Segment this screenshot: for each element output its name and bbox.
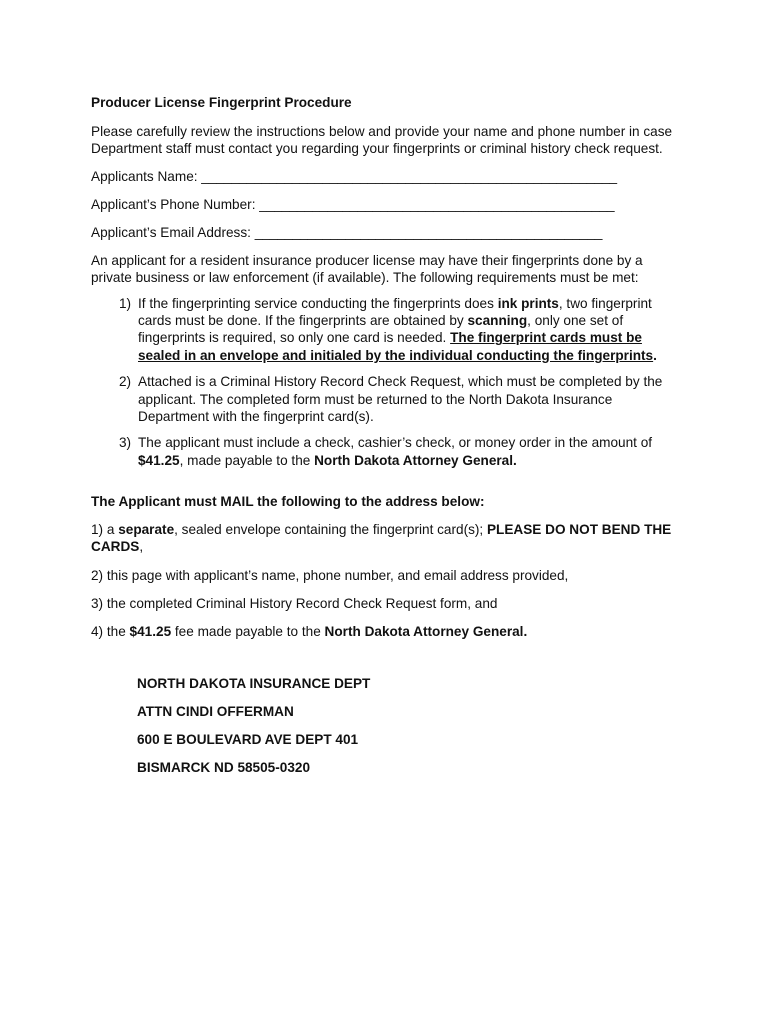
requirement-item <box>91 295 681 365</box>
mailing-address <box>137 675 681 776</box>
requirement-number: 2) <box>119 374 132 390</box>
address-line: 600 E BOULEVARD AVE DEPT 401 <box>137 731 359 747</box>
address-line: NORTH DAKOTA INSURANCE DEPT <box>137 675 371 691</box>
applicant-phone-field[interactable]: Applicant’s Phone Number: _______________________________________________ <box>91 196 615 212</box>
mail-item: 1) a separate, sealed envelope containing the fingerprint card(s); PLEASE DO NOT BEND THE CARDS, <box>91 521 672 555</box>
address-line: BISMARCK ND 58505-0320 <box>137 759 311 775</box>
requirement-number: 1) <box>119 295 132 311</box>
requirement-number: 3) <box>119 435 132 451</box>
requirement-text: The applicant must include a check, cashier’s check, or money order in the amount of $41.25, made payable to the North Dakota Attorney General. <box>138 435 653 468</box>
document-page <box>91 94 681 787</box>
sealed-envelope-note: The fingerprint cards must be sealed in an envelope and initialed by the individual conducting the fingerprints <box>138 330 654 363</box>
requirements-list <box>91 295 681 470</box>
intro-paragraph: Please carefully review the instructions below and provide your name and phone number in case Department staff must contact you regarding your fingerprints or criminal history check request. <box>91 124 673 157</box>
requirement-item <box>91 373 681 425</box>
mail-item: 3) the completed Criminal History Record Check Request form, and <box>91 595 498 611</box>
requirements-intro: An applicant for a resident insurance producer license may have their fingerprints done by a private business or law enforcement (if available). The following requirements must be met: <box>91 252 643 286</box>
requirement-item <box>91 434 681 469</box>
mail-heading: The Applicant must MAIL the following to the address below: <box>91 494 485 510</box>
applicant-name-field[interactable]: Applicants Name: _______________________________________________________ <box>91 168 618 184</box>
mail-item: 2) this page with applicant’s name, phone number, and email address provided, <box>91 567 569 583</box>
mail-item: 4) the $41.25 fee made payable to the North Dakota Attorney General. <box>91 624 528 640</box>
requirement-text: If the fingerprinting service conducting the fingerprints does ink prints, two fingerprint cards must be done. If the fingerprints are obtained by scanning, only one set of fingerprints is required, so only one card is needed. The fingerprint cards must be sealed in an envelope and initialed by the individual conducting the fingerprints. <box>138 295 657 363</box>
requirement-text: Attached is a Criminal History Record Check Request, which must be completed by the applicant. The completed form must be returned to the North Dakota Insurance Department with the fingerprint card(s). <box>138 374 663 425</box>
applicant-email-field[interactable]: Applicant’s Email Address: ______________________________________________ <box>91 224 603 240</box>
address-line: ATTN CINDI OFFERMAN <box>137 703 294 719</box>
page-title: Producer License Fingerprint Procedure <box>91 95 352 110</box>
